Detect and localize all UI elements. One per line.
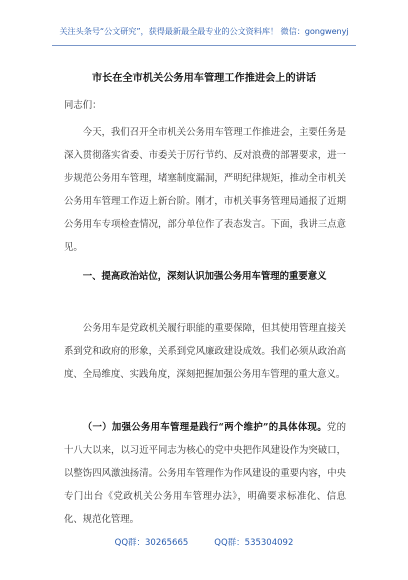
promo-header: 关注头条号“公文研究”，获得最新最全最专业的公文资料库！ 微信：gongwenyj	[59, 26, 349, 36]
section-paragraph-1: 公务用车是党政机关履行职能的重要保障，但其使用管理直接关系到党和政府的形象，关系到党风廉政建设成效。我们必须从政治高度、全局维度、实践角度，深刻把握加强公务用车管理的重大意义。	[64, 323, 346, 380]
subsection-body-1: 党的十八大以来，以习近平同志为核心的党中央把作风建设作为突破口，以整饬四风激浊扬清。公务用车管理作为作风建设的重要内容，中央专门出台《党政机关公务用车管理办法》，明确要求标准化、信息化、规范化管理。	[64, 422, 346, 525]
section-heading-1: 一、提高政治站位，深刻认识加强公务用车管理的重要意义	[82, 271, 327, 282]
document-title: 市长在全市机关公务用车管理工作推进会上的讲话	[91, 72, 317, 84]
intro-paragraph: 今天，我们召开全市机关公务用车管理工作推进会，主要任务是深入贯彻落实省委、市委关于厉行节约、反对浪费的部署要求，进一步规范公务用车管理，堵塞制度漏洞，严明纪律规矩，推动全市机关公务用车管理工作迈上新台阶。刚才，市机关事务管理局通报了近期公务用车专项检查情况，部分单位作了表态发言。下面，我讲三点意见。	[64, 127, 346, 253]
subsection-heading-1: （一）加强公务用车管理是践行“两个维护”的具体体现。	[82, 422, 327, 433]
header-divider	[52, 45, 356, 46]
salutation: 同志们：	[64, 100, 102, 111]
qq-group-1: QQ群：30265665	[114, 538, 189, 548]
footer-contacts	[0, 536, 408, 548]
qq-group-2: QQ群：535304092	[214, 538, 294, 548]
subsection-paragraph-1	[64, 416, 346, 531]
